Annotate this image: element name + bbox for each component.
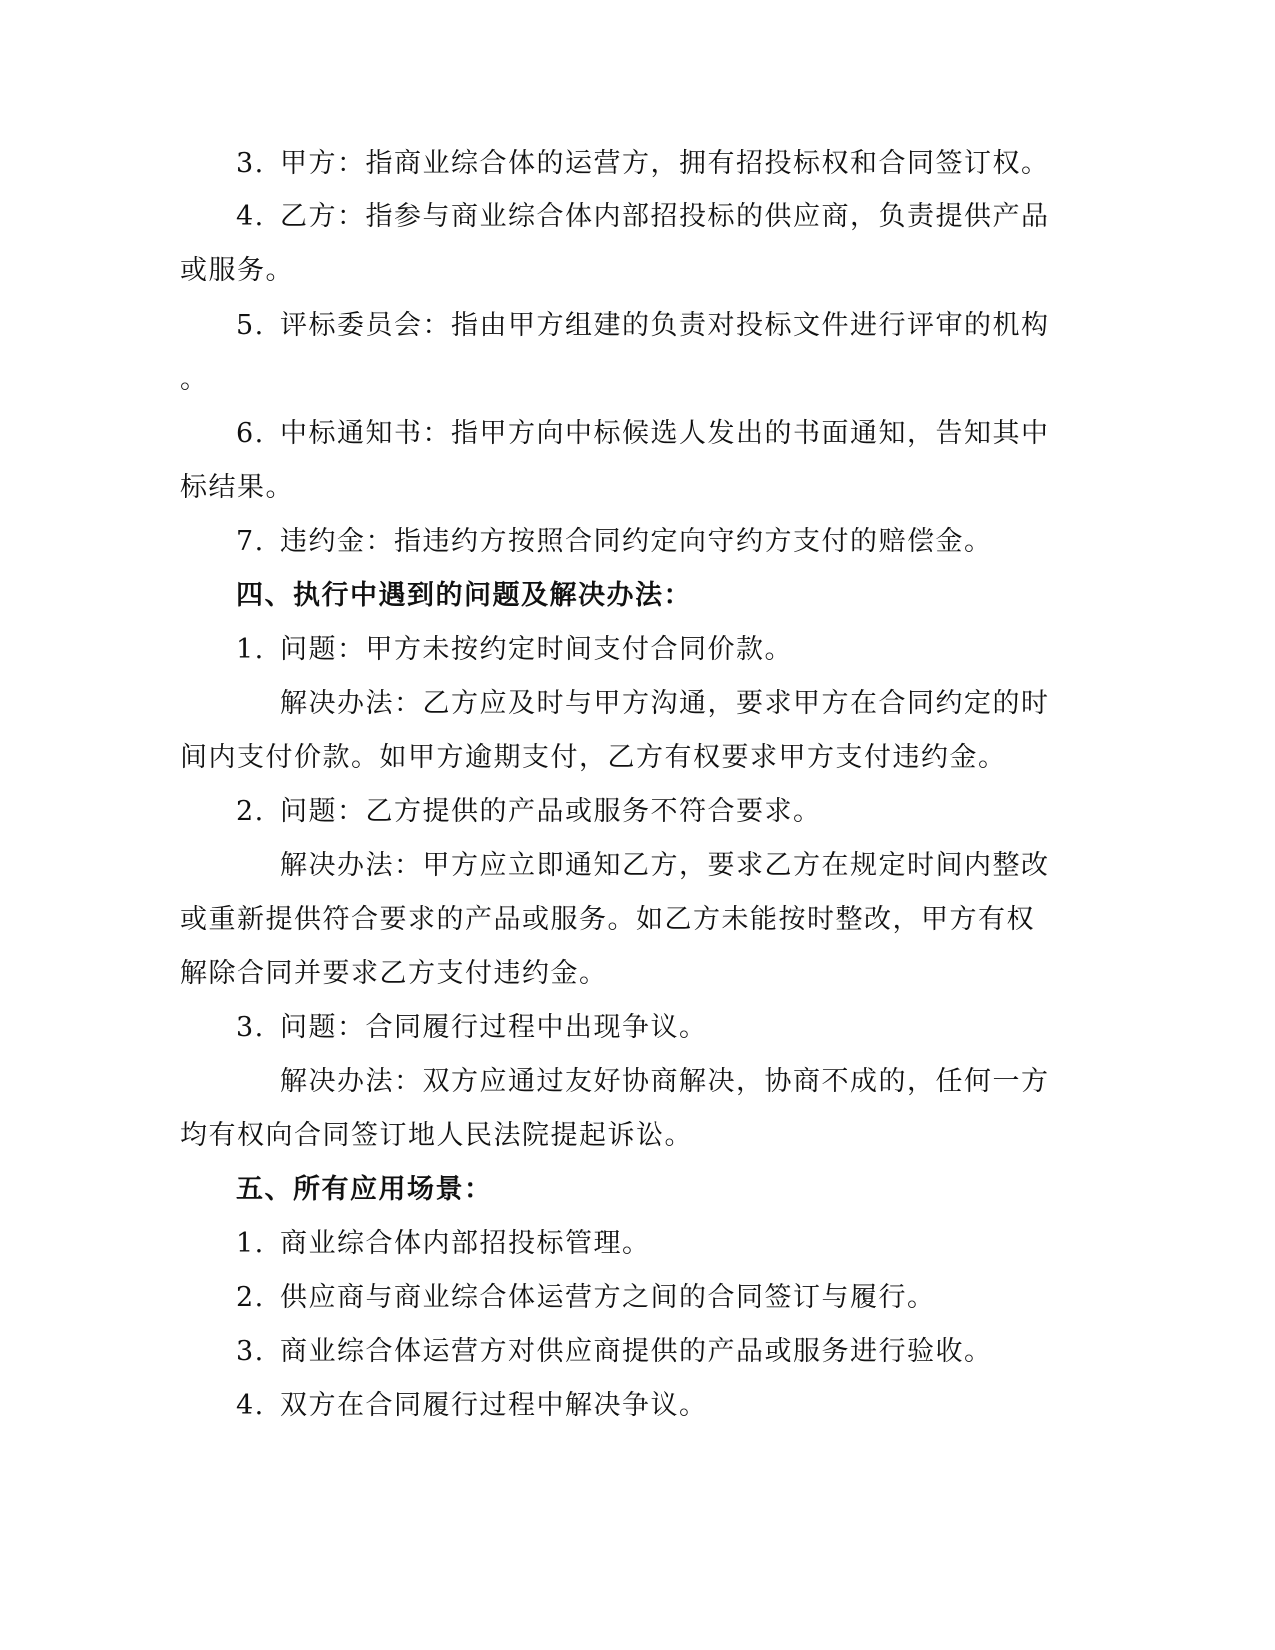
problem-text: 问题：乙方提供的产品或服务不符合要求。 (280, 796, 822, 827)
definition-7 (236, 524, 993, 560)
list-number: 2. (236, 1282, 265, 1313)
problem-3 (236, 1010, 708, 1046)
solution-3-line-1: 解决办法：双方应通过友好协商解决，协商不成的，任何一方 (280, 1066, 1050, 1097)
list-number: 5. (236, 310, 265, 341)
scenario-3 (236, 1334, 993, 1370)
solution-1-line-2: 间内支付价款。如甲方逾期支付，乙方有权要求甲方支付违约金。 (180, 742, 1007, 773)
list-number: 4. (236, 201, 265, 232)
section-5-heading: 五、所有应用场景： (236, 1174, 493, 1205)
scenario-text: 供应商与商业综合体运营方之间的合同签订与履行。 (280, 1282, 936, 1313)
definition-text: 评标委员会：指由甲方组建的负责对投标文件进行评审的机构 (280, 310, 1050, 341)
problem-text: 问题：合同履行过程中出现争议。 (280, 1012, 708, 1043)
list-number: 4. (236, 1390, 265, 1421)
definition-4 (236, 199, 1050, 235)
list-number: 3. (236, 1012, 265, 1043)
list-number: 3. (236, 148, 265, 179)
definition-6-continuation: 标结果。 (180, 472, 294, 503)
definition-3 (236, 146, 1050, 182)
scenario-4 (236, 1388, 708, 1424)
scenario-1 (236, 1226, 651, 1262)
definition-5-continuation: 。 (180, 364, 209, 395)
scenario-2 (236, 1280, 936, 1316)
scenario-text: 双方在合同履行过程中解决争议。 (280, 1390, 708, 1421)
scenario-text: 商业综合体内部招投标管理。 (280, 1228, 651, 1259)
solution-3-line-2: 均有权向合同签订地人民法院提起诉讼。 (180, 1120, 693, 1151)
section-4-heading: 四、执行中遇到的问题及解决办法： (236, 580, 692, 611)
scenario-text: 商业综合体运营方对供应商提供的产品或服务进行验收。 (280, 1336, 993, 1367)
solution-2-line-2: 或重新提供符合要求的产品或服务。如乙方未能按时整改，甲方有权 (180, 904, 1035, 935)
solution-2-line-1: 解决办法：甲方应立即通知乙方，要求乙方在规定时间内整改 (280, 850, 1050, 881)
list-number: 1. (236, 634, 265, 665)
definition-text: 违约金：指违约方按照合同约定向守约方支付的赔偿金。 (280, 526, 993, 557)
definition-6 (236, 416, 1050, 452)
definition-text: 乙方：指参与商业综合体内部招投标的供应商，负责提供产品 (280, 201, 1050, 232)
list-number: 2. (236, 796, 265, 827)
solution-2-line-3: 解除合同并要求乙方支付违约金。 (180, 958, 608, 989)
definition-4-continuation: 或服务。 (180, 255, 294, 286)
definition-5 (236, 308, 1050, 344)
solution-1-line-1: 解决办法：乙方应及时与甲方沟通，要求甲方在合同约定的时 (280, 688, 1050, 719)
problem-2 (236, 794, 822, 830)
definition-text: 中标通知书：指甲方向中标候选人发出的书面通知，告知其中 (280, 418, 1050, 449)
problem-1 (236, 632, 793, 668)
list-number: 7. (236, 526, 265, 557)
list-number: 3. (236, 1336, 265, 1367)
problem-text: 问题：甲方未按约定时间支付合同价款。 (280, 634, 793, 665)
list-number: 6. (236, 418, 265, 449)
list-number: 1. (236, 1228, 265, 1259)
definition-text: 甲方：指商业综合体的运营方，拥有招投标权和合同签订权。 (280, 148, 1050, 179)
